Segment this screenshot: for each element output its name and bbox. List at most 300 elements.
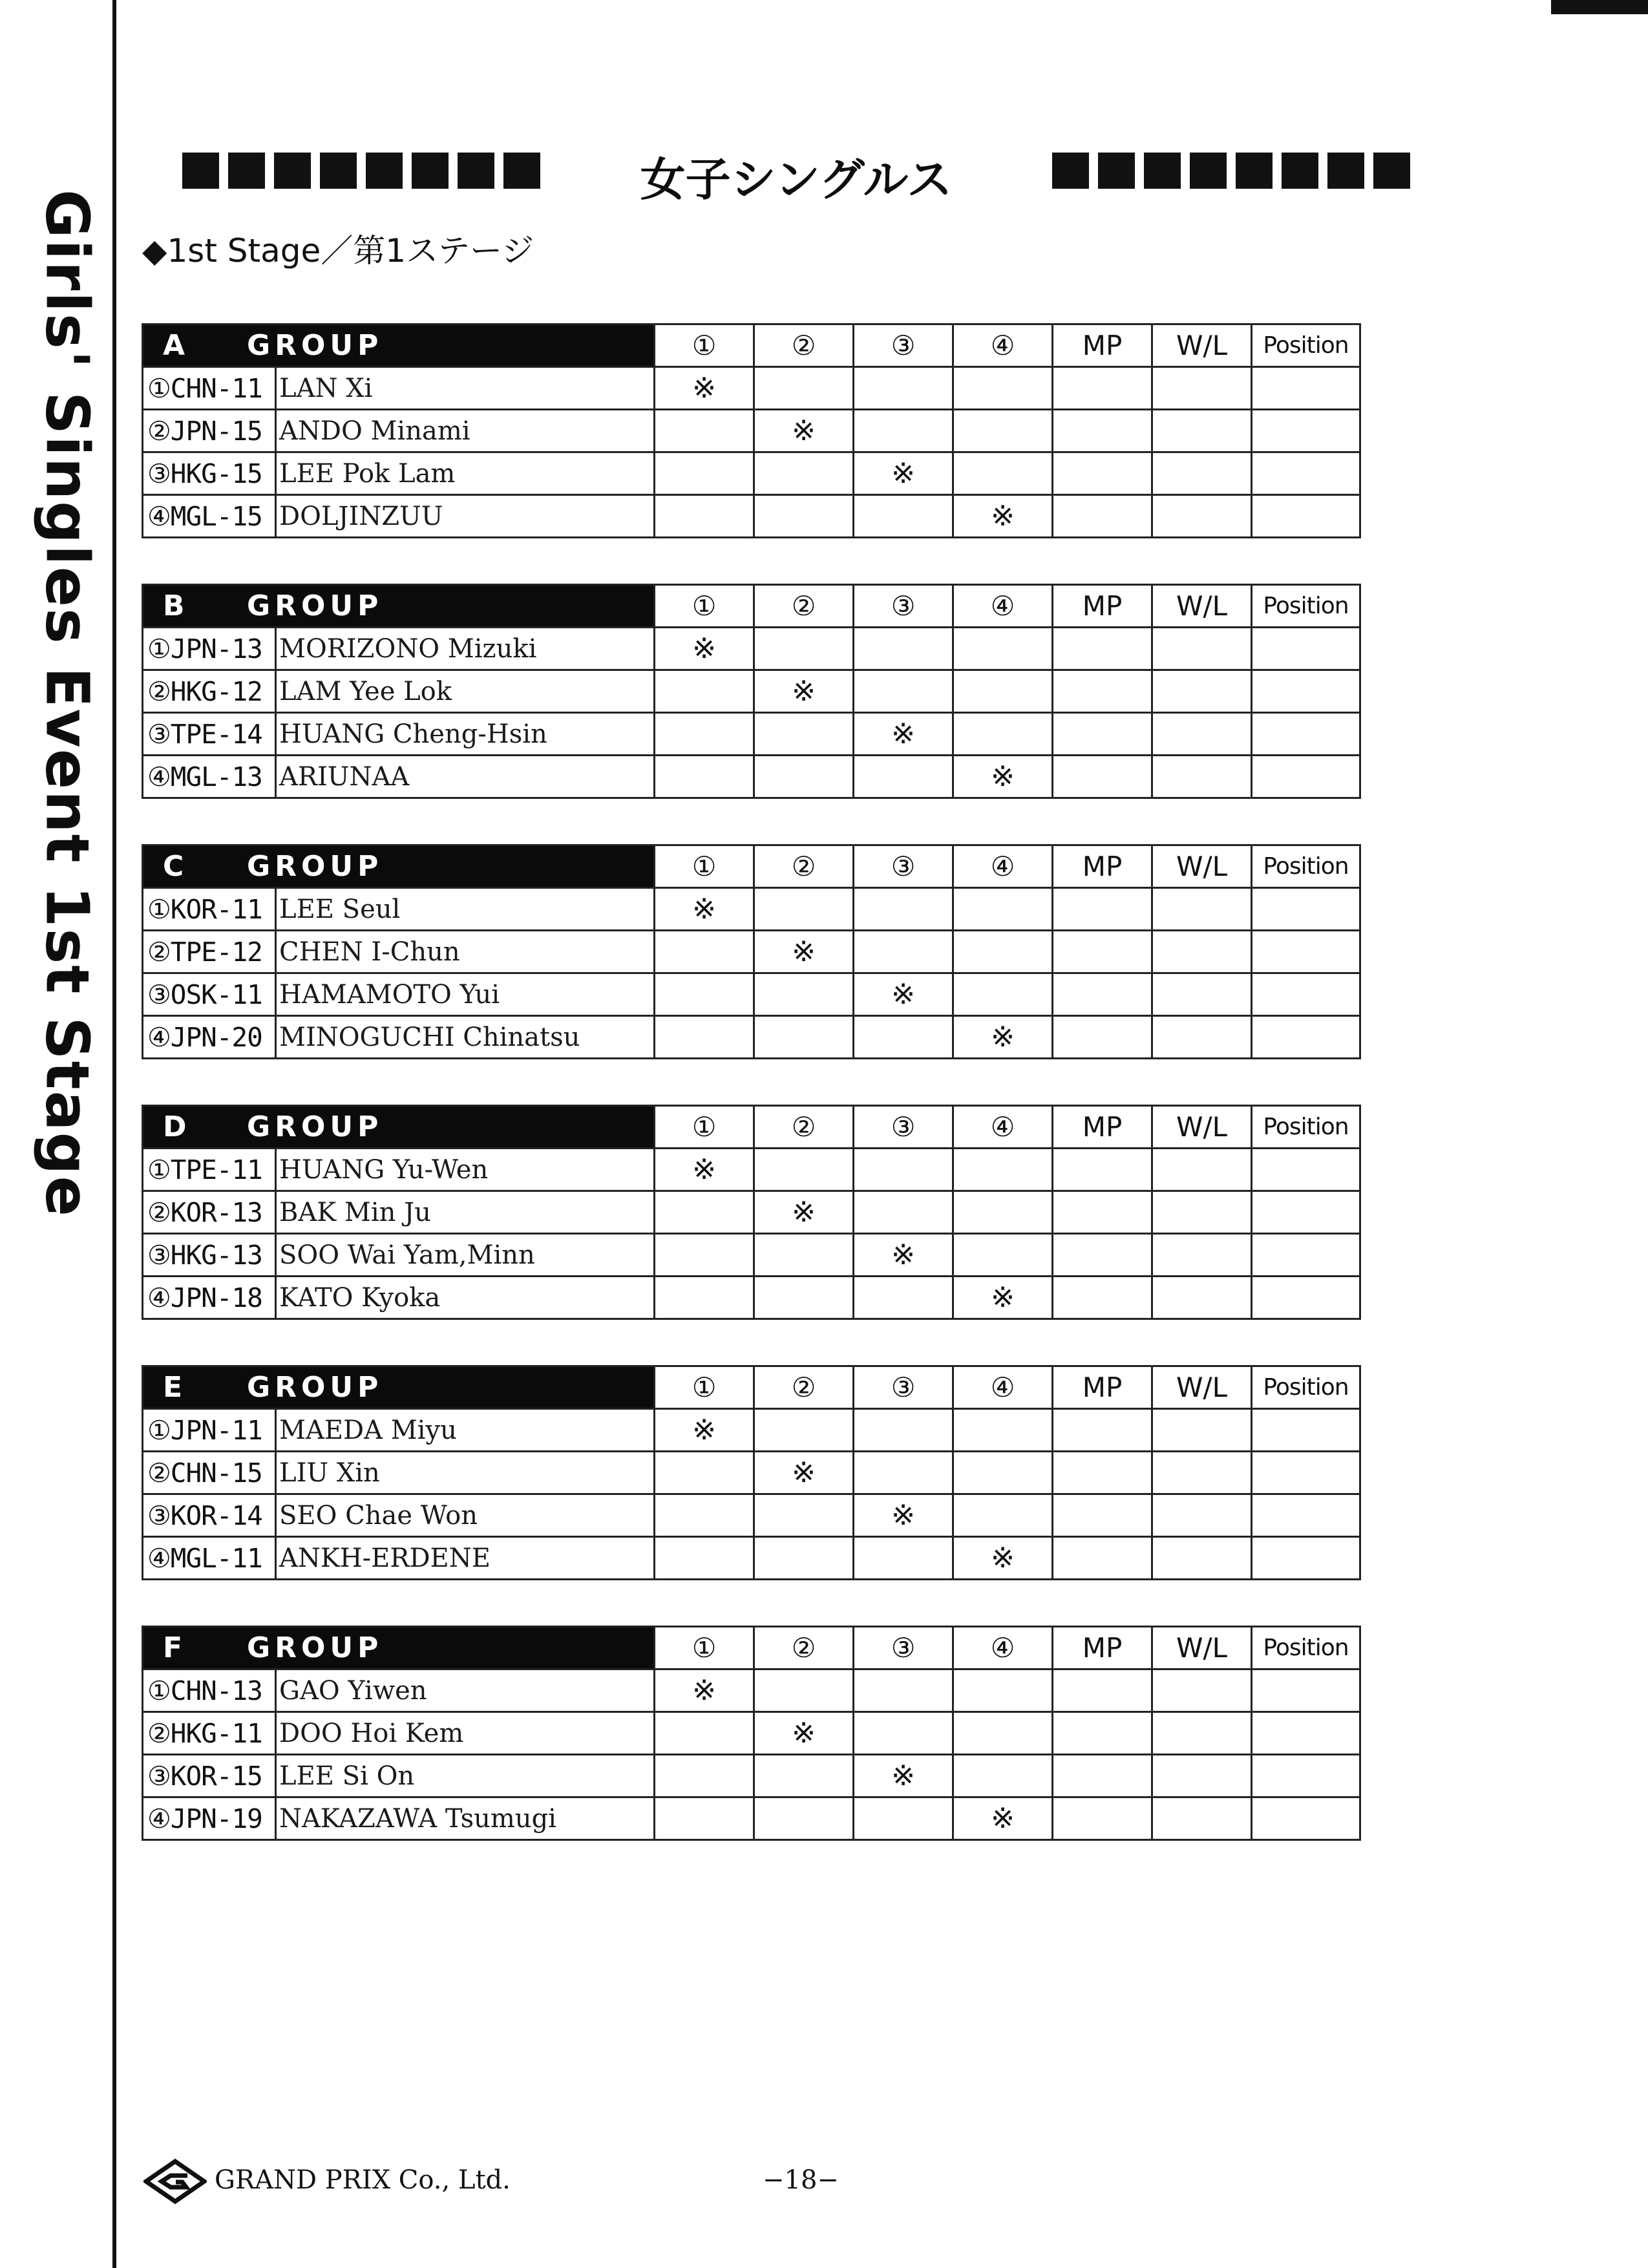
result-cell (1053, 1191, 1152, 1234)
player-code-cell (143, 1191, 276, 1234)
result-cell (1252, 410, 1360, 452)
result-cell (854, 1277, 953, 1319)
column-header: ③ (854, 324, 953, 367)
column-header: ④ (953, 324, 1053, 367)
result-cell (1252, 1149, 1360, 1191)
result-cell (754, 1016, 854, 1059)
column-header: ① (655, 845, 754, 888)
result-cell (1252, 1797, 1360, 1840)
player-code: TPE-12 (170, 936, 262, 968)
result-cell (1053, 1016, 1152, 1059)
player-number: ② (147, 675, 171, 707)
side-title (22, 141, 112, 1266)
self-match-mark: ※ (754, 931, 854, 973)
result-cell (854, 495, 953, 538)
player-code-cell (143, 1494, 276, 1537)
group-header-row (143, 1366, 1360, 1409)
group-word: GROUP (247, 1631, 383, 1664)
player-number: ① (147, 1675, 171, 1706)
result-cell (953, 1409, 1053, 1452)
player-number: ① (147, 1414, 171, 1446)
result-cell (1252, 1494, 1360, 1537)
self-match-mark: ※ (854, 1234, 953, 1277)
result-cell (953, 1494, 1053, 1537)
group-table (142, 584, 1361, 799)
player-name: ANKH-ERDENE (276, 1537, 655, 1580)
page-header (182, 143, 1410, 206)
table-row (143, 495, 1360, 538)
player-code-cell (143, 931, 276, 973)
table-row (143, 1409, 1360, 1452)
player-code-cell (143, 367, 276, 410)
result-cell (854, 670, 953, 713)
result-cell (655, 1452, 754, 1494)
grand-prix-logo-icon (143, 2159, 207, 2204)
result-cell (1252, 628, 1360, 670)
player-code: KOR-14 (170, 1500, 262, 1531)
result-cell (1152, 1191, 1252, 1234)
player-code-cell (143, 410, 276, 452)
self-match-mark: ※ (953, 1797, 1053, 1840)
company-name: GRAND PRIX Co., Ltd. (215, 2165, 511, 2195)
column-header: Position (1252, 1106, 1360, 1149)
table-row (143, 931, 1360, 973)
player-name: LAM Yee Lok (276, 670, 655, 713)
player-number: ① (147, 372, 171, 404)
page-title: 女子シングルス (640, 153, 953, 206)
self-match-mark: ※ (655, 1149, 754, 1191)
table-row (143, 1712, 1360, 1755)
result-cell (953, 1149, 1053, 1191)
self-match-mark: ※ (754, 1191, 854, 1234)
table-row (143, 628, 1360, 670)
result-cell (1053, 1409, 1152, 1452)
player-code: MGL-15 (170, 500, 262, 532)
group-tables (142, 323, 1359, 1886)
player-number: ② (147, 1196, 171, 1228)
result-cell (1152, 1755, 1252, 1797)
result-cell (754, 713, 854, 756)
player-code-cell (143, 756, 276, 798)
group-letter: D (163, 1110, 187, 1143)
table-row (143, 1191, 1360, 1234)
player-number: ③ (147, 1500, 171, 1531)
result-cell (754, 367, 854, 410)
result-cell (953, 1712, 1053, 1755)
player-number: ④ (147, 761, 171, 792)
column-header: ① (655, 1627, 754, 1669)
result-cell (754, 628, 854, 670)
player-code: JPN-20 (170, 1021, 262, 1053)
result-cell (754, 1234, 854, 1277)
column-header: ③ (854, 1627, 953, 1669)
table-row (143, 1234, 1360, 1277)
result-cell (1152, 1669, 1252, 1712)
table-row (143, 1797, 1360, 1840)
result-cell (655, 1755, 754, 1797)
result-cell (953, 628, 1053, 670)
column-header: Position (1252, 324, 1360, 367)
result-cell (1252, 1016, 1360, 1059)
player-name: LIU Xin (276, 1452, 655, 1494)
self-match-mark: ※ (754, 670, 854, 713)
table-row (143, 452, 1360, 495)
self-match-mark: ※ (953, 756, 1053, 798)
column-header: ② (754, 1366, 854, 1409)
result-cell (854, 888, 953, 931)
result-cell (655, 670, 754, 713)
player-code: OSK-11 (170, 979, 262, 1010)
result-cell (854, 1537, 953, 1580)
result-cell (1252, 1755, 1360, 1797)
group-table (142, 1105, 1361, 1320)
result-cell (754, 756, 854, 798)
player-code-cell (143, 1277, 276, 1319)
column-header: MP (1053, 1366, 1152, 1409)
player-number: ③ (147, 458, 171, 489)
result-cell (1252, 495, 1360, 538)
result-cell (1053, 1712, 1152, 1755)
player-code-cell (143, 888, 276, 931)
table-row (143, 1149, 1360, 1191)
result-cell (1053, 1494, 1152, 1537)
player-number: ④ (147, 1021, 171, 1053)
result-cell (1053, 931, 1152, 973)
table-row (143, 888, 1360, 931)
column-header: W/L (1152, 845, 1252, 888)
self-match-mark: ※ (953, 1016, 1053, 1059)
result-cell (1053, 410, 1152, 452)
player-number: ② (147, 415, 171, 447)
table-row (143, 1016, 1360, 1059)
result-cell (754, 1149, 854, 1191)
result-cell (754, 1797, 854, 1840)
player-code-cell (143, 1016, 276, 1059)
self-match-mark: ※ (854, 1494, 953, 1537)
result-cell (1152, 1234, 1252, 1277)
column-header: ④ (953, 585, 1053, 628)
column-header: ③ (854, 585, 953, 628)
player-code: HKG-11 (170, 1717, 262, 1749)
result-cell (1053, 1755, 1152, 1797)
result-cell (1252, 1191, 1360, 1234)
result-cell (1252, 1669, 1360, 1712)
column-header: ④ (953, 1627, 1053, 1669)
result-cell (1053, 713, 1152, 756)
column-header: ② (754, 1627, 854, 1669)
result-cell (1053, 1277, 1152, 1319)
player-code-cell (143, 1537, 276, 1580)
result-cell (953, 888, 1053, 931)
player-name: SOO Wai Yam,Minn (276, 1234, 655, 1277)
player-code: KOR-15 (170, 1760, 262, 1792)
player-name: LEE Pok Lam (276, 452, 655, 495)
result-cell (754, 1669, 854, 1712)
result-cell (655, 1494, 754, 1537)
result-cell (1152, 367, 1252, 410)
column-header: MP (1053, 324, 1152, 367)
result-cell (1152, 1149, 1252, 1191)
result-cell (854, 1016, 953, 1059)
player-number: ② (147, 1717, 171, 1749)
player-code-cell (143, 1669, 276, 1712)
result-cell (1252, 756, 1360, 798)
player-code: TPE-14 (170, 718, 262, 750)
column-header: Position (1252, 1366, 1360, 1409)
result-cell (953, 1234, 1053, 1277)
column-header: Position (1252, 845, 1360, 888)
result-cell (1252, 1537, 1360, 1580)
result-cell (1152, 495, 1252, 538)
result-cell (655, 1016, 754, 1059)
self-match-mark: ※ (854, 452, 953, 495)
player-name: MINOGUCHI Chinatsu (276, 1016, 655, 1059)
result-cell (1252, 1277, 1360, 1319)
column-header: ① (655, 585, 754, 628)
result-cell (1152, 1409, 1252, 1452)
table-row (143, 756, 1360, 798)
result-cell (854, 367, 953, 410)
player-number: ④ (147, 1803, 171, 1834)
table-row (143, 1277, 1360, 1319)
result-cell (754, 1494, 854, 1537)
column-header: W/L (1152, 324, 1252, 367)
player-number: ① (147, 1154, 171, 1185)
table-row (143, 1494, 1360, 1537)
group-header-row (143, 585, 1360, 628)
result-cell (1252, 973, 1360, 1016)
corner-mark (1551, 0, 1648, 14)
result-cell (754, 973, 854, 1016)
result-cell (1053, 495, 1152, 538)
column-header: ② (754, 324, 854, 367)
result-cell (655, 1234, 754, 1277)
self-match-mark: ※ (655, 1409, 754, 1452)
self-match-mark: ※ (754, 1712, 854, 1755)
player-code-cell (143, 495, 276, 538)
result-cell (655, 1277, 754, 1319)
self-match-mark: ※ (655, 1669, 754, 1712)
player-name: KATO Kyoka (276, 1277, 655, 1319)
table-row (143, 713, 1360, 756)
column-header: ③ (854, 1106, 953, 1149)
result-cell (1152, 670, 1252, 713)
result-cell (655, 756, 754, 798)
player-number: ③ (147, 979, 171, 1010)
group-letter: C (163, 850, 184, 883)
result-cell (1252, 670, 1360, 713)
player-name: LEE Si On (276, 1755, 655, 1797)
result-cell (655, 1712, 754, 1755)
table-row (143, 410, 1360, 452)
result-cell (854, 1797, 953, 1840)
player-code-cell (143, 1234, 276, 1277)
column-header: W/L (1152, 585, 1252, 628)
player-number: ④ (147, 1282, 171, 1313)
result-cell (754, 1537, 854, 1580)
player-code: HKG-13 (170, 1239, 262, 1271)
group-title (143, 324, 655, 367)
group-letter: F (163, 1631, 183, 1664)
group-letter: E (163, 1371, 183, 1404)
column-header: ④ (953, 1366, 1053, 1409)
result-cell (1152, 1712, 1252, 1755)
result-cell (1053, 1669, 1152, 1712)
player-number: ④ (147, 1542, 171, 1574)
player-name: ANDO Minami (276, 410, 655, 452)
side-title-text: Girls' Singles Event 1st Stage (32, 189, 102, 1218)
self-match-mark: ※ (655, 628, 754, 670)
player-number: ② (147, 1457, 171, 1489)
column-header: W/L (1152, 1106, 1252, 1149)
group-header-row (143, 1627, 1360, 1669)
result-cell (1152, 1797, 1252, 1840)
result-cell (953, 1191, 1053, 1234)
result-cell (1252, 1712, 1360, 1755)
column-header: W/L (1152, 1627, 1252, 1669)
self-match-mark: ※ (754, 410, 854, 452)
player-code: CHN-13 (170, 1675, 262, 1706)
result-cell (1053, 1537, 1152, 1580)
result-cell (854, 1669, 953, 1712)
result-cell (953, 367, 1053, 410)
player-code: KOR-13 (170, 1196, 262, 1228)
result-cell (754, 495, 854, 538)
group-title (143, 585, 655, 628)
result-cell (1152, 1537, 1252, 1580)
result-cell (1053, 1797, 1152, 1840)
group-title (143, 1627, 655, 1669)
decorative-squares-left (182, 153, 540, 189)
result-cell (1152, 1494, 1252, 1537)
result-cell (1252, 367, 1360, 410)
table-row (143, 367, 1360, 410)
result-cell (1252, 452, 1360, 495)
result-cell (1152, 628, 1252, 670)
result-cell (953, 1669, 1053, 1712)
player-name: CHEN I-Chun (276, 931, 655, 973)
result-cell (953, 973, 1053, 1016)
page-number: −18− (763, 2165, 839, 2195)
column-header: MP (1053, 845, 1152, 888)
player-code: HKG-12 (170, 675, 262, 707)
player-code-cell (143, 713, 276, 756)
group-letter: A (163, 329, 185, 362)
result-cell (1152, 452, 1252, 495)
column-header: ④ (953, 1106, 1053, 1149)
result-cell (1152, 1277, 1252, 1319)
result-cell (953, 670, 1053, 713)
result-cell (1252, 888, 1360, 931)
result-cell (854, 931, 953, 973)
table-row (143, 1537, 1360, 1580)
result-cell (754, 1755, 854, 1797)
column-header: MP (1053, 1106, 1152, 1149)
column-header: MP (1053, 585, 1152, 628)
column-header: Position (1252, 1627, 1360, 1669)
group-header-row (143, 1106, 1360, 1149)
player-name: BAK Min Ju (276, 1191, 655, 1234)
result-cell (953, 1755, 1053, 1797)
self-match-mark: ※ (754, 1452, 854, 1494)
player-code-cell (143, 1452, 276, 1494)
result-cell (655, 973, 754, 1016)
result-cell (655, 410, 754, 452)
player-number: ① (147, 633, 171, 664)
result-cell (1053, 367, 1152, 410)
result-cell (1053, 888, 1152, 931)
group-word: GROUP (247, 1110, 383, 1143)
player-name: DOO Hoi Kem (276, 1712, 655, 1755)
result-cell (754, 1409, 854, 1452)
result-cell (854, 1191, 953, 1234)
column-header: ② (754, 845, 854, 888)
table-row (143, 973, 1360, 1016)
column-header: MP (1053, 1627, 1152, 1669)
result-cell (953, 452, 1053, 495)
player-code: MGL-13 (170, 761, 262, 792)
self-match-mark: ※ (953, 1277, 1053, 1319)
result-cell (1252, 713, 1360, 756)
player-code-cell (143, 1149, 276, 1191)
table-row (143, 670, 1360, 713)
player-code-cell (143, 1409, 276, 1452)
player-code-cell (143, 973, 276, 1016)
player-name: HAMAMOTO Yui (276, 973, 655, 1016)
group-word: GROUP (247, 1371, 383, 1404)
group-title (143, 1366, 655, 1409)
group-title (143, 845, 655, 888)
column-header: ① (655, 1366, 754, 1409)
result-cell (1053, 1234, 1152, 1277)
self-match-mark: ※ (854, 1755, 953, 1797)
group-letter: B (163, 589, 185, 622)
column-header: ② (754, 585, 854, 628)
result-cell (854, 756, 953, 798)
result-cell (754, 888, 854, 931)
table-row (143, 1669, 1360, 1712)
result-cell (1053, 628, 1152, 670)
player-name: NAKAZAWA Tsumugi (276, 1797, 655, 1840)
result-cell (1053, 1149, 1152, 1191)
player-name: MAEDA Miyu (276, 1409, 655, 1452)
result-cell (1152, 973, 1252, 1016)
player-code: JPN-19 (170, 1803, 262, 1834)
result-cell (1152, 931, 1252, 973)
result-cell (953, 410, 1053, 452)
result-cell (754, 452, 854, 495)
group-word: GROUP (247, 589, 383, 622)
result-cell (1252, 931, 1360, 973)
self-match-mark: ※ (854, 713, 953, 756)
result-cell (754, 1277, 854, 1319)
side-rule (112, 0, 116, 2268)
result-cell (655, 713, 754, 756)
column-header: ③ (854, 1366, 953, 1409)
result-cell (953, 1452, 1053, 1494)
group-table (142, 1626, 1361, 1841)
group-table (142, 844, 1361, 1059)
player-number: ② (147, 936, 171, 968)
group-title (143, 1106, 655, 1149)
column-header: ③ (854, 845, 953, 888)
decorative-squares-right (1052, 153, 1410, 189)
player-name: GAO Yiwen (276, 1669, 655, 1712)
result-cell (1152, 1452, 1252, 1494)
group-word: GROUP (247, 850, 383, 883)
result-cell (1053, 756, 1152, 798)
result-cell (854, 1452, 953, 1494)
